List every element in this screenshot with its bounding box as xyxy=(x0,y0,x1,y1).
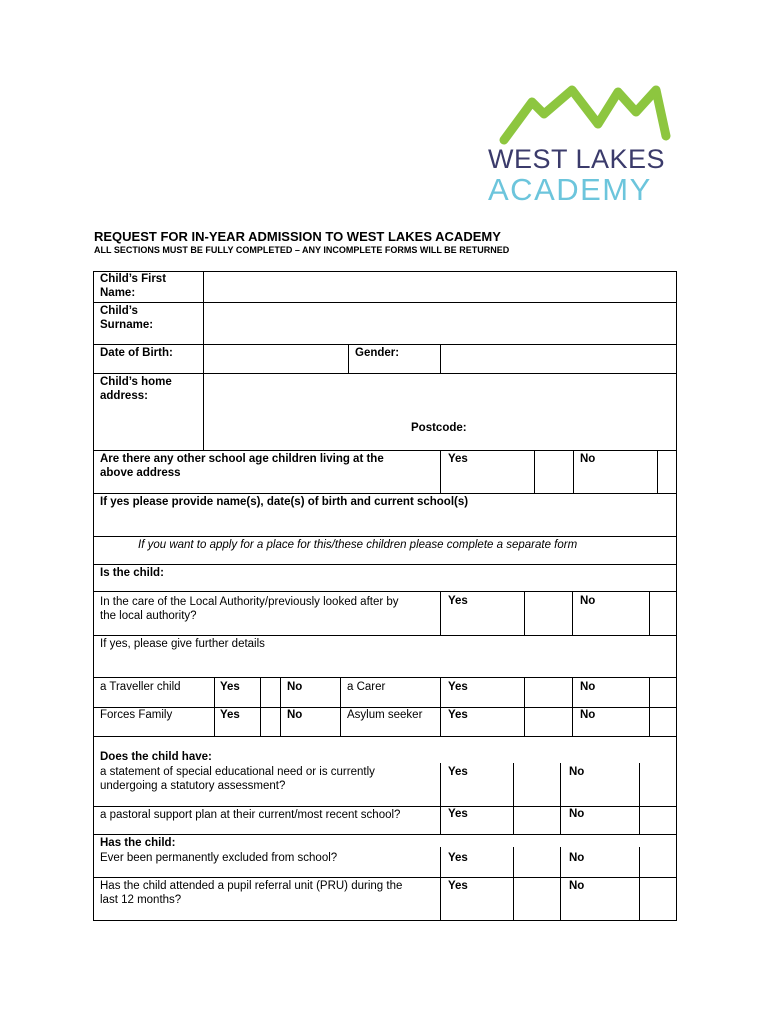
traveller-no-label: No xyxy=(287,681,303,693)
further-details-label: If yes, please give further details xyxy=(100,638,265,650)
pastoral-question: a pastoral support plan at their current/most recent school? xyxy=(100,809,401,821)
excluded-yes-label: Yes xyxy=(448,852,468,864)
academy-logo xyxy=(486,84,682,208)
row-divider xyxy=(93,450,677,451)
forces-yes-checkbox[interactable] xyxy=(261,708,280,736)
carer-yes-label: Yes xyxy=(448,681,468,693)
surname-field[interactable] xyxy=(204,303,676,344)
statement-question-line2: undergoing a statutory assessment? xyxy=(100,780,286,792)
traveller-no-checkbox[interactable] xyxy=(341,678,342,706)
pru-no-label: No xyxy=(569,880,585,892)
gender-label: Gender: xyxy=(355,347,400,359)
col-divider xyxy=(280,677,281,736)
dob-label: Date of Birth: xyxy=(100,347,173,359)
sibling-details-label: If yes please provide name(s), date(s) of birth and current school(s) xyxy=(100,496,469,508)
excluded-question: Ever been permanently excluded from school? xyxy=(100,852,338,864)
pastoral-no-checkbox[interactable] xyxy=(640,807,676,834)
excluded-no-checkbox[interactable] xyxy=(640,848,676,877)
pru-question-line2: last 12 months? xyxy=(100,894,182,906)
carer-no-checkbox[interactable] xyxy=(650,678,676,706)
siblings-question-line2: above address xyxy=(100,467,181,479)
sibling-details-field[interactable] xyxy=(94,509,676,536)
row-divider xyxy=(93,635,677,636)
row-divider xyxy=(93,834,677,835)
statement-no-label: No xyxy=(569,766,585,778)
does-child-have-heading: Does the child have: xyxy=(100,751,212,763)
has-the-child-heading: Has the child: xyxy=(100,837,176,849)
siblings-yes-checkbox[interactable] xyxy=(535,451,573,493)
statement-question-line1: a statement of special educational need or is currently xyxy=(100,766,375,778)
care-question-line1: In the care of the Local Authority/previously looked after by xyxy=(100,596,399,608)
row-divider xyxy=(93,564,677,565)
row-divider xyxy=(93,591,677,592)
gender-field[interactable] xyxy=(441,345,676,373)
care-yes-checkbox[interactable] xyxy=(525,592,572,635)
traveller-yes-label: Yes xyxy=(220,681,240,693)
pastoral-no-label: No xyxy=(569,808,585,820)
care-yes-label: Yes xyxy=(448,595,468,607)
logo-text-west-lakes: WEST LAKES xyxy=(488,144,666,174)
row-divider xyxy=(93,806,677,807)
asylum-no-checkbox[interactable] xyxy=(650,708,676,736)
statement-no-checkbox[interactable] xyxy=(640,764,676,806)
care-no-label: No xyxy=(580,595,596,607)
row-divider xyxy=(93,493,677,494)
col-divider xyxy=(348,344,349,373)
further-details-field[interactable] xyxy=(94,653,676,677)
postcode-label: Postcode: xyxy=(411,422,467,434)
asylum-no-label: No xyxy=(580,709,596,721)
surname-label-line2: Surname: xyxy=(100,319,154,331)
col-divider xyxy=(440,677,441,736)
col-divider xyxy=(214,677,215,736)
carer-no-label: No xyxy=(580,681,596,693)
row-divider xyxy=(93,536,677,537)
col-divider xyxy=(440,763,441,834)
col-divider xyxy=(440,591,441,635)
row-divider xyxy=(93,677,677,678)
pru-yes-label: Yes xyxy=(448,880,468,892)
excluded-yes-checkbox[interactable] xyxy=(514,848,560,877)
surname-label-line1: Child’s xyxy=(100,305,138,317)
form-title: REQUEST FOR IN-YEAR ADMISSION TO WEST LAKES ACADEMY xyxy=(94,229,501,244)
admission-form-table xyxy=(93,271,677,921)
col-divider xyxy=(572,677,573,736)
siblings-no-label: No xyxy=(580,453,596,465)
carer-label: a Carer xyxy=(347,681,386,693)
asylum-seeker-label: Asylum seeker xyxy=(347,709,423,721)
carer-yes-checkbox[interactable] xyxy=(525,678,572,706)
care-question-line2: the local authority? xyxy=(100,610,197,622)
col-divider xyxy=(560,763,561,834)
siblings-no-checkbox[interactable] xyxy=(658,451,676,493)
pru-no-checkbox[interactable] xyxy=(640,878,676,920)
col-divider xyxy=(573,450,574,493)
separate-form-note: If you want to apply for a place for this/these children please complete a separate form xyxy=(138,539,578,551)
traveller-label: a Traveller child xyxy=(100,681,181,693)
statement-yes-label: Yes xyxy=(448,766,468,778)
forces-family-label: Forces Family xyxy=(100,709,173,721)
pastoral-yes-checkbox[interactable] xyxy=(514,807,560,834)
asylum-yes-label: Yes xyxy=(448,709,468,721)
first-name-field[interactable] xyxy=(204,272,676,302)
address-label-line2: address: xyxy=(100,390,148,402)
first-name-label-line1: Child’s First xyxy=(100,273,167,285)
home-address-field[interactable] xyxy=(204,374,676,450)
forces-no-label: No xyxy=(287,709,303,721)
address-label-line1: Child’s home xyxy=(100,376,172,388)
excluded-no-label: No xyxy=(569,852,585,864)
is-the-child-heading: Is the child: xyxy=(100,567,164,579)
col-divider xyxy=(560,847,561,921)
pru-question-line1: Has the child attended a pupil referral unit (PRU) during the xyxy=(100,880,403,892)
col-divider xyxy=(572,591,573,635)
form-subtitle: ALL SECTIONS MUST BE FULLY COMPLETED – ANY INCOMPLETE FORMS WILL BE RETURNED xyxy=(94,245,510,255)
row-divider xyxy=(93,736,677,737)
pastoral-yes-label: Yes xyxy=(448,808,468,820)
col-divider xyxy=(440,847,441,921)
col-divider xyxy=(440,450,441,493)
date-of-birth-field[interactable] xyxy=(204,345,348,373)
row-divider xyxy=(93,877,677,878)
logo-text-academy: ACADEMY xyxy=(488,172,652,207)
forces-yes-label: Yes xyxy=(220,709,240,721)
care-no-checkbox[interactable] xyxy=(650,592,676,635)
pru-yes-checkbox[interactable] xyxy=(514,878,560,920)
traveller-yes-checkbox[interactable] xyxy=(261,678,280,706)
asylum-yes-checkbox[interactable] xyxy=(525,708,572,736)
statement-yes-checkbox[interactable] xyxy=(514,764,560,806)
first-name-label-line2: Name: xyxy=(100,287,136,299)
siblings-yes-label: Yes xyxy=(448,453,468,465)
siblings-question-line1: Are there any other school age children living at the xyxy=(100,453,384,465)
